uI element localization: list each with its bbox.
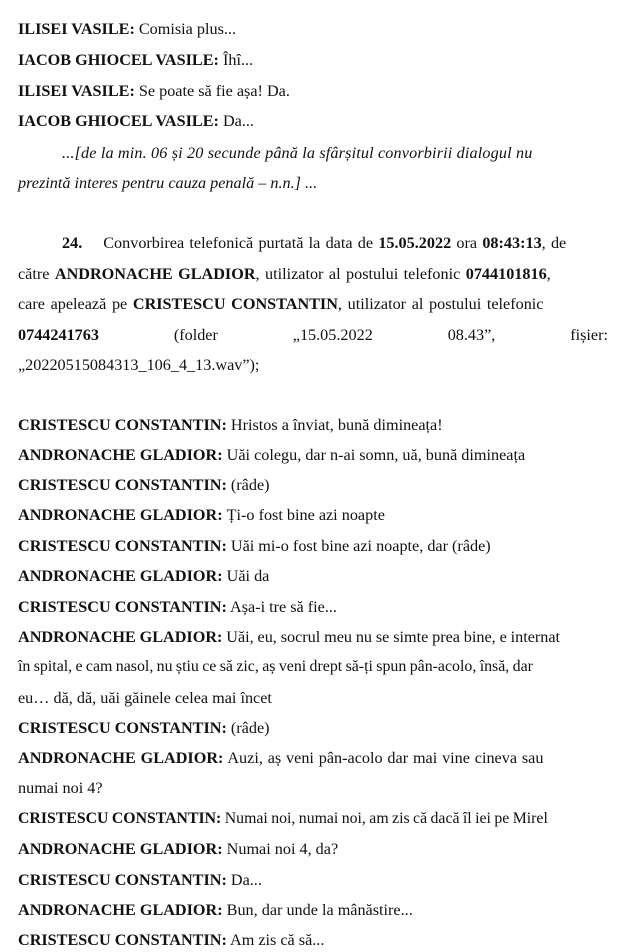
audio-file-name: „20220515084313_106_4_13.wav”); (18, 356, 260, 374)
dialogue-line: ANDRONACHE GLADIOR: Numai noi 4, da? (18, 840, 339, 858)
dialogue-line: IACOB GHIOCEL VASILE: Da... (18, 112, 254, 130)
dialogue-line: ANDRONACHE GLADIOR: Auzi, aș veni pân-acolo dar mai vine cineva sau (18, 749, 544, 767)
utterance-continuation: numai noi 4? (18, 779, 103, 797)
dialogue-line: CRISTESCU CONSTANTIN: Am zis că să... (18, 931, 325, 949)
utterance: Uăi mi-o fost bine azi noapte, dar (râde) (230, 537, 491, 555)
utterance: Da... (222, 112, 254, 130)
dialogue-line: ANDRONACHE GLADIOR: Ți-o fost bine azi noapte (18, 506, 385, 524)
speaker-name: ANDRONACHE GLADIOR (18, 567, 218, 585)
dialogue-line: ILISEI VASILE: Comisia plus... (18, 20, 237, 38)
utterance: Auzi, aș veni pân-acolo dar mai vine cineva sau (227, 749, 544, 767)
dialogue-line: CRISTESCU CONSTANTIN: Da... (18, 871, 262, 889)
speaker-name: CRISTESCU CONSTANTIN (18, 537, 222, 555)
dialogue-line: CRISTESCU CONSTANTIN: Așa-i tre să fie... (18, 598, 337, 616)
utterance: Numai noi 4, da? (226, 840, 339, 858)
caller-phone: 0744101816 (465, 265, 547, 283)
utterance: Numai noi, numai noi, am zis că dacă îl iei pe Mirel (224, 810, 548, 827)
utterance-continuation: în spital, e cam nasol, nu știu ce să zic, aș veni drept să-ți spun pân-acolo, însă, dar (18, 658, 533, 675)
speaker-name: ANDRONACHE GLADIOR (18, 840, 218, 858)
utterance: Uăi da (226, 567, 270, 585)
speaker-name: IACOB GHIOCEL VASILE (18, 112, 214, 130)
speaker-name: IACOB GHIOCEL VASILE (18, 51, 214, 69)
utterance: Îhî... (222, 51, 254, 69)
utterance: Uăi colegu, dar n-ai somn, uă, bună dimineața (226, 446, 526, 464)
record-line4: 0744241763 (folder „15.05.2022 08.43”, fișier: (18, 326, 608, 344)
speaker-name: ILISEI VASILE (18, 20, 130, 38)
speaker-name: ANDRONACHE GLADIOR (18, 901, 218, 919)
dialogue-line: CRISTESCU CONSTANTIN: (râde) (18, 719, 270, 737)
dialogue-line: IACOB GHIOCEL VASILE: Îhî... (18, 51, 254, 69)
dialogue-line: ANDRONACHE GLADIOR: Uăi colegu, dar n-ai somn, uă, bună dimineața (18, 446, 526, 464)
call-time: 08:43:13 (482, 234, 542, 252)
dialogue-line: CRISTESCU CONSTANTIN: Uăi mi-o fost bine azi noapte, dar (râde) (18, 537, 491, 555)
record-number: 24. (62, 234, 83, 252)
speaker-name: ILISEI VASILE (18, 82, 130, 100)
speaker-name: ANDRONACHE GLADIOR (18, 506, 218, 524)
dialogue-line: ANDRONACHE GLADIOR: Uăi, eu, socrul meu nu se simte prea bine, e internat (18, 628, 561, 646)
caller-name: ANDRONACHE GLADIOR (54, 265, 256, 283)
editor-note-line2: prezintă interes pentru cauza penală – n.n.] ... (18, 174, 318, 192)
dialogue-line: ANDRONACHE GLADIOR: Bun, dar unde la mânăstire... (18, 901, 413, 919)
dialogue-line: CRISTESCU CONSTANTIN: (râde) (18, 476, 270, 494)
utterance: Așa-i tre să fie... (230, 598, 337, 616)
utterance: Da... (230, 871, 262, 889)
dialogue-line: ILISEI VASILE: Se poate să fie așa! Da. (18, 82, 290, 100)
speaker-name: CRISTESCU CONSTANTIN (18, 931, 222, 949)
record-line1: 24. Convorbirea telefonică purtată la data de 15.05.2022 ora 08:43:13, de (62, 234, 567, 252)
dialogue-line: CRISTESCU CONSTANTIN: Numai noi, numai noi, am zis că dacă îl iei pe Mirel (18, 810, 548, 827)
dialogue-line: ANDRONACHE GLADIOR: Uăi da (18, 567, 270, 585)
speaker-name: CRISTESCU CONSTANTIN (18, 871, 222, 889)
speaker-name: CRISTESCU CONSTANTIN (18, 416, 222, 434)
utterance: Comisia plus... (138, 20, 237, 38)
utterance: (râde) (230, 719, 270, 737)
utterance: Bun, dar unde la mânăstire... (226, 901, 413, 919)
speaker-name: ANDRONACHE GLADIOR (18, 749, 219, 767)
speaker-name: ANDRONACHE GLADIOR (18, 628, 218, 646)
utterance: (râde) (230, 476, 270, 494)
speaker-name: ANDRONACHE GLADIOR (18, 446, 218, 464)
utterance: Am zis că să... (230, 931, 325, 949)
utterance: Se poate să fie așa! Da. (138, 82, 290, 100)
speaker-name: CRISTESCU CONSTANTIN (18, 476, 222, 494)
utterance: Ți-o fost bine azi noapte (226, 506, 385, 524)
speaker-name: CRISTESCU CONSTANTIN (18, 598, 222, 616)
utterance: Hristos a înviat, bună dimineața! (230, 416, 443, 434)
dialogue-line: CRISTESCU CONSTANTIN: Hristos a înviat, bună dimineața! (18, 416, 443, 434)
callee-phone: 0744241763 (18, 326, 99, 344)
speaker-name: CRISTESCU CONSTANTIN (18, 810, 217, 827)
utterance: Uăi, eu, socrul meu nu se simte prea bine, e internat (226, 628, 561, 646)
record-line2: către ANDRONACHE GLADIOR, utilizator al postului telefonic 0744101816, (18, 265, 551, 283)
folder-date: „15.05.2022 (292, 326, 373, 344)
call-date: 15.05.2022 (378, 234, 452, 252)
record-line3: care apelează pe CRISTESCU CONSTANTIN, utilizator al postului telefonic (18, 295, 544, 313)
folder-time: 08.43”, (447, 326, 496, 344)
editor-note-line1: ...[de la min. 06 și 20 secunde până la sfârșitul convorbirii dialogul nu (62, 144, 533, 162)
utterance-continuation: eu… dă, dă, uăi găinele celea mai încet (18, 689, 272, 707)
speaker-name: CRISTESCU CONSTANTIN (18, 719, 222, 737)
callee-name: CRISTESCU CONSTANTIN (132, 295, 338, 313)
